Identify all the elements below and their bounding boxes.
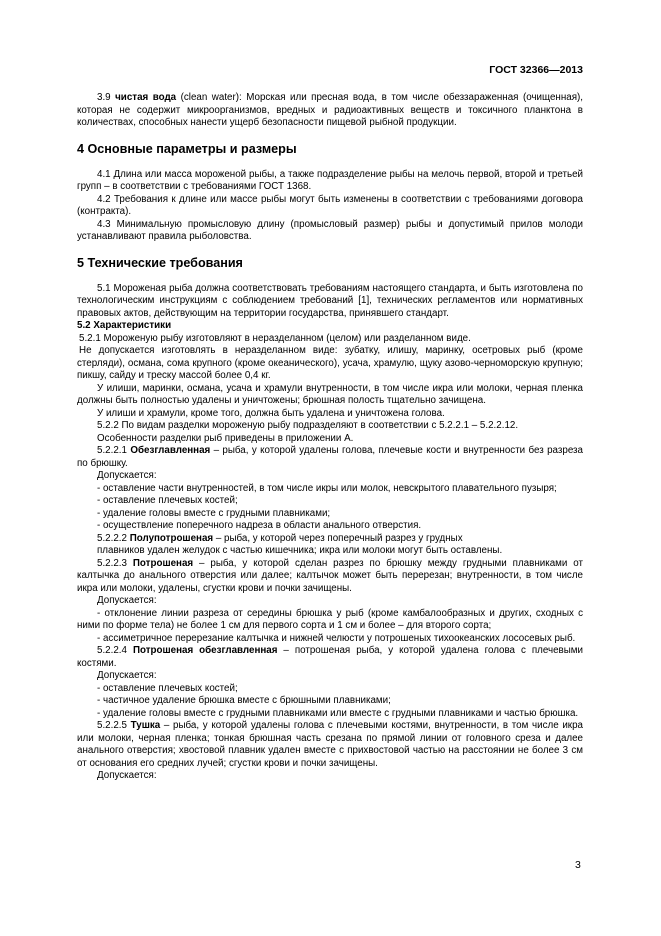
paragraph-5-2-1-b: Не допускается изготовлять в неразделанном виде: зубатку, илишу, маринку, осетровых рыб (кроме стерляди), османа, сома крупного (кроме океанического), усача, храмулю, щуку азово-черноморскую крупную; пикшу, сайду и треску массой более 0,4 кг. xyxy=(77,345,583,381)
list-item: - оставление плечевых костей; xyxy=(97,495,238,506)
paragraph-5-2-2-2-b: плавников удален желудок с частью кишечника; икра или молоки могут быть оставлены. xyxy=(97,545,503,556)
term-clean-water: чистая вода xyxy=(115,92,177,103)
term-half-gutted: Полупотрошеная xyxy=(129,532,214,544)
section-4-heading: 4 Основные параметры и размеры xyxy=(77,141,297,156)
definition-text: (clean water): Морская или пресная вода, в том числе обеззараженная (очищенная), которая не содержит микроорганизмов, вредных и радиоактивных веществ и токсичного планктона в количествах, способных нанести ущерб безопасности пищевой рыбной продукции. xyxy=(77,92,583,128)
paragraph-3-9 xyxy=(77,92,583,130)
paragraph-5-2-1-c: У илиши, маринки, османа, усача и храмули внутренности, в том числе икра или молоки, черная пленка должны быть полностью удалены и уничтожены; брюшная полость тщательно зачищена. xyxy=(77,382,583,406)
clause-number: 3.9 xyxy=(97,92,116,103)
term-gutted-beheaded: Потрошеная обезглавленная xyxy=(132,645,278,656)
paragraph-5-2-2-4 xyxy=(77,645,583,670)
term-gutted: Потрошеная xyxy=(132,557,194,569)
allowed-label: Допускается: xyxy=(97,770,157,781)
allowed-label: Допускается: xyxy=(97,470,157,481)
section-5-heading: 5 Технические требования xyxy=(77,255,243,270)
paragraph-5-2-2: 5.2.2 По видам разделки мороженую рыбу подразделяют в соответствии с 5.2.2.1 – 5.2.2.12. xyxy=(97,420,519,431)
term-carcass: Тушка xyxy=(130,720,161,731)
paragraph-4-2: 4.2 Требования к длине или массе рыбы могут быть изменены в соответствии с требованиями договора (контракта). xyxy=(77,193,583,217)
list-item: - оставление части внутренностей, в том числе икры или молок, невскрытого плавательного пузыря; xyxy=(97,482,557,494)
paragraph-5-1: 5.1 Мороженая рыба должна соответствовать требованиям настоящего стандарта, и быть изготовлена по технологическим инструкциям с соблюдением требований [1], технических регламентов или нормативных правовых актов, действующим на территории государства, принявшего стандарт. xyxy=(77,282,583,319)
definition-text: – рыба, у которой удалены голова с плечевыми костями, внутренности, в том числе икра или молоки, черная пленка; тонкая брюшная часть срезана по прямой линии от головного среза и далее анального отверстия; хвостовой плавник удален вместе с прихвостовой частью на расстоянии не более 3 см от основания его средних лучей; сгустки крови и почки зачищены. xyxy=(77,720,583,769)
paragraph-4-1: 4.1 Длина или масса мороженой рыбы, а также подразделение рыбы на мелочь первой, второй и третьей групп – в соответствии с требованиями ГОСТ 1368. xyxy=(77,168,583,192)
definition-text: – потрошеная рыба, у которой удалена голова с плечевыми костями. xyxy=(77,645,583,669)
allowed-label: Допускается: xyxy=(97,670,157,681)
clause-number: 5.2.2.2 xyxy=(97,532,130,544)
paragraph-5-2-1-d: У илиши и храмули, кроме того, должна быть удалена и уничтожена голова. xyxy=(97,407,445,419)
paragraph-5-2-1: 5.2.1 Мороженую рыбу изготовляют в неразделанном (целом) или разделанном виде. xyxy=(79,332,471,344)
paragraph-5-2-2-b: Особенности разделки рыб приведены в приложении А. xyxy=(97,432,354,444)
list-item: - ассиметричное перерезание калтычка и нижней челюсти у потрошеных тихоокеанских лососевых рыб. xyxy=(97,632,576,644)
paragraph-5-2-2-3 xyxy=(77,558,583,596)
list-item: - удаление головы вместе с грудными плавниками или вместе с грудными плавниками и частью брюшка. xyxy=(97,707,579,719)
paragraph-5-2-2-1 xyxy=(77,445,583,470)
clause-number: 5.2.2.1 xyxy=(97,445,131,456)
list-item: - отклонение линии разреза от середины брюшка у рыб (кроме камбалообразных и других, сходных с ними по форме тела) не более 1 см для первого сорта и 1 см и более – для второго сорта; xyxy=(77,607,583,631)
document-body xyxy=(77,92,583,783)
clause-number: 5.2.2.4 xyxy=(97,645,133,656)
definition-text: – рыба, у которой удалены голова, плечевые кости и внутренности без разреза по брюшку. xyxy=(77,445,583,469)
clause-number: 5.2.2.5 xyxy=(97,720,131,731)
subheading-characteristics: 5.2 Характеристики xyxy=(77,320,172,331)
definition-text: – рыба, у которой через поперечный разрез у грудных xyxy=(213,532,463,544)
term-beheaded: Обезглавленная xyxy=(130,445,211,456)
list-item: - удаление головы вместе с грудными плавниками; xyxy=(97,507,331,519)
paragraph-5-2-heading xyxy=(77,320,583,333)
allowed-label: Допускается: xyxy=(97,595,157,606)
document-header: ГОСТ 32366—2013 xyxy=(489,64,583,76)
paragraph-4-3: 4.3 Минимальную промысловую длину (промысловый размер) рыбы и допустимый прилов молоди устанавливают правила рыболовства. xyxy=(77,218,583,242)
list-item: - оставление плечевых костей; xyxy=(97,682,238,694)
paragraph-5-2-2-5 xyxy=(77,720,583,770)
list-item: - частичное удаление брюшка вместе с брюшными плавниками; xyxy=(97,695,391,706)
paragraph-5-2-2-2 xyxy=(77,533,583,546)
clause-number: 5.2.2.3 xyxy=(97,557,133,569)
page-number: 3 xyxy=(575,859,581,871)
definition-text: – рыба, у которой сделан разрез по брюшку между грудными плавниками от калтычка до анального отверстия или далее; калтычок может быть перерезан; внутренности, в том числе икра или молоки, удалены, сгустки крови и почки зачищены. xyxy=(77,557,583,594)
list-item: - осуществление поперечного надреза в области анального отверстия. xyxy=(97,520,422,531)
